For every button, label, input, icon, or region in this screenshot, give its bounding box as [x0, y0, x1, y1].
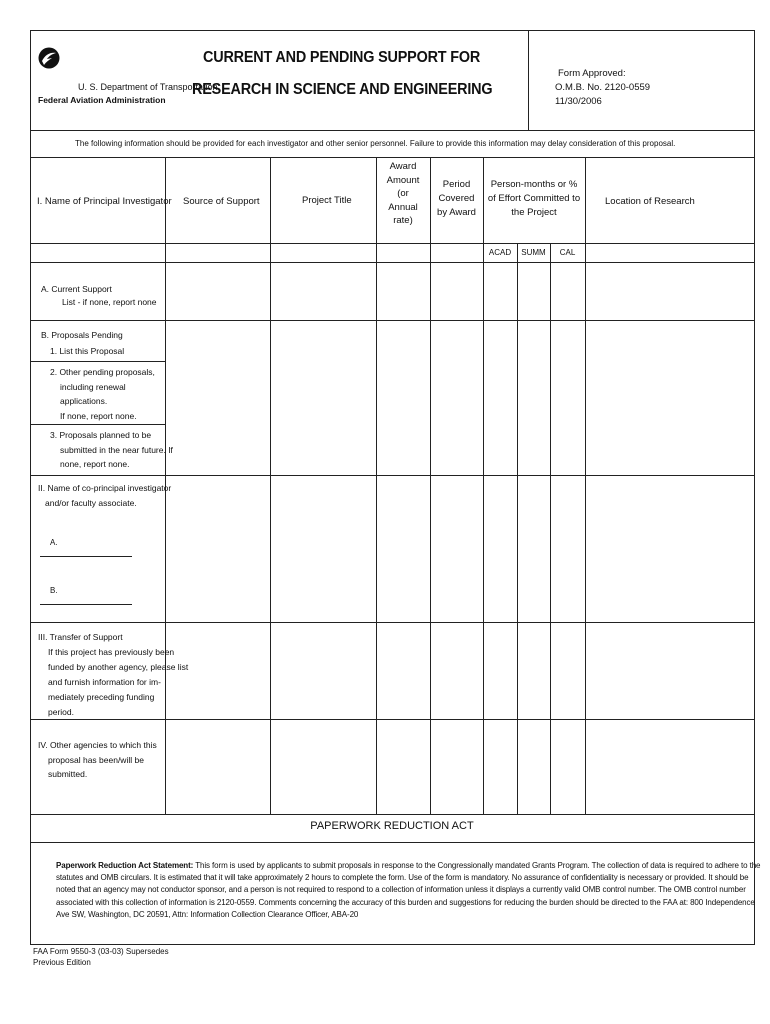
row-rule [30, 622, 754, 623]
form-number: FAA Form 9550-3 (03-03) Supersedes [33, 947, 169, 956]
coinvestigator-a-label: A. [50, 538, 58, 547]
agency-name: Federal Aviation Administration [38, 95, 166, 105]
dot-logo [38, 47, 60, 69]
previous-edition: Previous Edition [33, 958, 91, 967]
statement-label: Paperwork Reduction Act Statement: [56, 861, 194, 870]
subheader-row-rule [30, 262, 754, 263]
row-label-other-agencies: IV. Other agencies to which this proposal has been/will be submitted. [38, 740, 157, 779]
col-header-award: Award Amount (or Annual rate) [386, 161, 420, 226]
row-label-current-support-sub: List - if none, report none [62, 297, 157, 307]
approval-date: 11/30/2006 [555, 96, 602, 107]
paperwork-heading: PAPERWORK REDUCTION ACT [310, 820, 474, 832]
col-header-project-title: Project Title [302, 195, 352, 206]
table-bottom-rule [30, 814, 754, 815]
coinvestigator-b-label: B. [50, 586, 58, 595]
col-divider [550, 243, 551, 814]
coinvestigator-a-line [40, 556, 132, 557]
row-label-proposals-pending: B. Proposals Pending [41, 330, 123, 340]
inline-rule [30, 424, 165, 425]
row-label-transfer: III. Transfer of Support If this project has previously been funded by another agency, please list and furnish information for im- mediately preceding funding period. [38, 632, 189, 717]
form-title-line1: CURRENT AND PENDING SUPPORT FOR [203, 49, 481, 66]
col-header-cal: CAL [559, 248, 576, 257]
col-header-source: Source of Support [183, 196, 260, 207]
col-header-summ: SUMM [521, 248, 546, 257]
col-header-investigator: I. Name of Principal Investigator [37, 196, 172, 207]
row-label-current-support: A. Current Support [41, 284, 112, 294]
col-header-person-months: Person-months or % of Effort Committed to the Project [487, 179, 581, 218]
col-divider [517, 243, 518, 814]
inline-rule [30, 361, 165, 362]
header-row-rule [30, 243, 754, 244]
header-divider [528, 30, 529, 130]
coinvestigator-b-line [40, 604, 132, 605]
paperwork-statement: Paperwork Reduction Act Statement: This form is used by applicants to submit proposals in response to the Congressionally mandated Grants Program. The collection of data is required to adhere to the statutes and OMB circulars. It is estimated that it will take approximately 2 hours to complete the form. Use of the form is mandatory. No assurance of confidentiality is necessary or provided. It should be noted that an agency may not conductor sponsor, and a person is not required to respond to a collection of information unless it displays a currently valid OMB control number. The OMB control number associated with this collection of information is 2120-0559. Comments concerning the accuracy of this burden and suggestions for reducing the burden should be directed to the FAA at: 800 Independence Ave SW, Washington, DC 20591, Attn: Information Collection Clearance Officer, ABA-20 [56, 861, 761, 919]
instructions-text: The following information should be provided for each investigator and other senior personnel. Failure to provide this information may delay consideration of this proposal. [75, 139, 676, 148]
row-label-coinvestigator: II. Name of co-principal investigator and/or faculty associate. [38, 483, 172, 508]
row-label-other-pending: 2. Other pending proposals, including renewal applications. If none, report none. [50, 367, 155, 422]
col-divider [585, 157, 586, 814]
form-approved-label: Form Approved: [558, 68, 626, 79]
table-top-rule [30, 157, 754, 158]
col-header-location: Location of Research [605, 196, 695, 207]
department-name: U. S. Department of Transportation [78, 82, 218, 92]
col-header-period: Period Covered by Award [437, 179, 476, 218]
paperwork-heading-rule [30, 842, 754, 843]
col-header-acad: ACAD [488, 248, 512, 257]
col-divider [430, 157, 431, 814]
col-divider [376, 157, 377, 814]
row-label-list-this-proposal: 1. List this Proposal [50, 346, 125, 356]
omb-number: O.M.B. No. 2120-0559 [555, 82, 651, 93]
form-title-line2: RESEARCH IN SCIENCE AND ENGINEERING [192, 81, 493, 98]
row-rule [30, 320, 754, 321]
row-label-planned: 3. Proposals planned to be submitted in the near future. If none, report none. [50, 430, 173, 470]
row-rule [30, 475, 754, 476]
col-divider [270, 157, 271, 814]
header-bottom-rule [30, 130, 754, 131]
